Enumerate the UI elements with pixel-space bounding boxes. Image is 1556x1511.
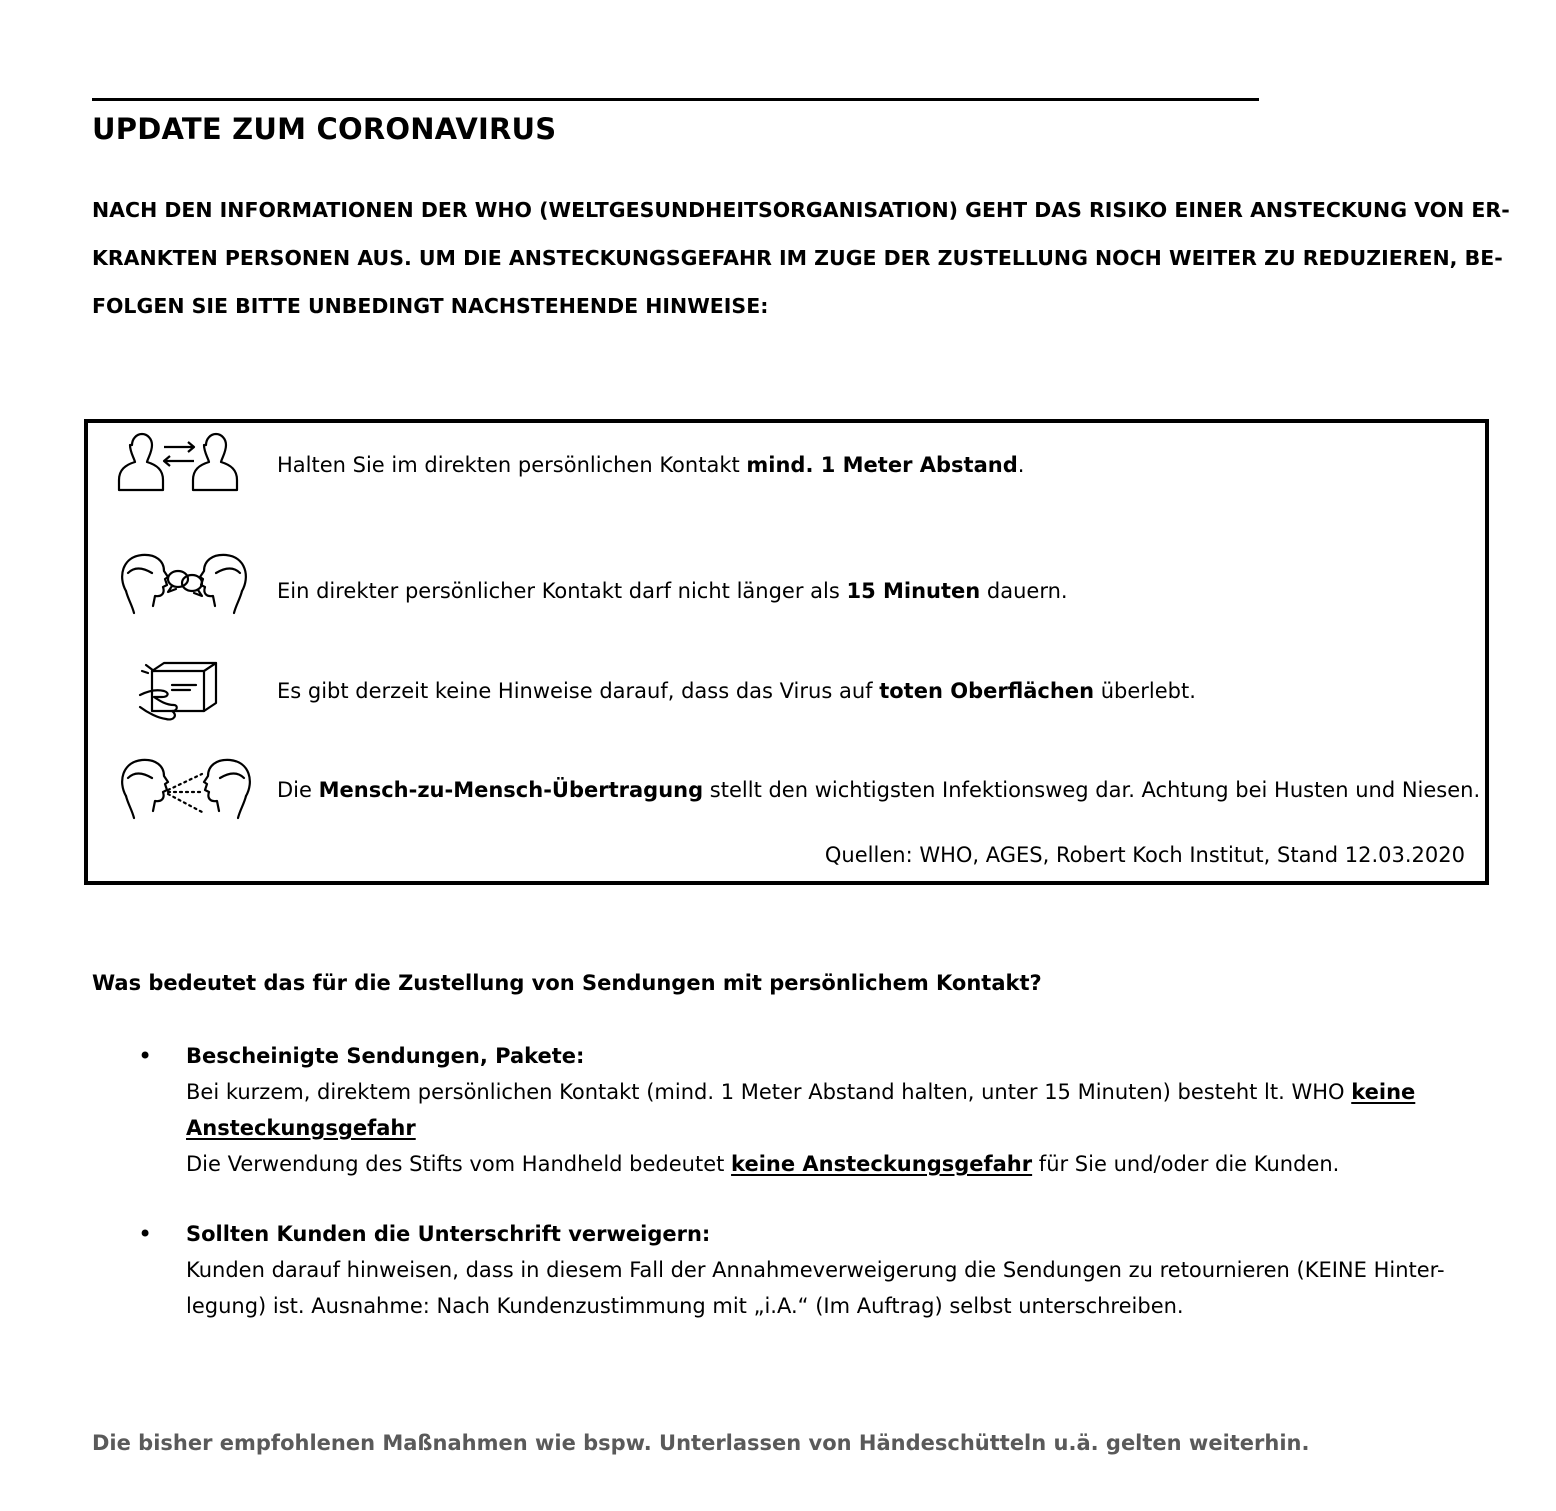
hint-text: Es gibt derzeit keine Hinweise darauf, dass das Virus auf toten Oberflächen überlebt. xyxy=(277,679,1196,703)
intro-line: KRANKTEN PERSONEN AUS. UM DIE ANSTECKUNGSGEFAHR IM ZUGE DER ZUSTELLUNG NOCH WEITER ZU REDUZIEREN, BE- xyxy=(92,246,1503,270)
sources-note: Quellen: WHO, AGES, Robert Koch Institut, Stand 12.03.2020 xyxy=(824,843,1465,867)
intro-line: NACH DEN INFORMATIONEN DER WHO (WELTGESUNDHEITSORGANISATION) GEHT DAS RISIKO EINER ANSTECKUNG VON ER- xyxy=(92,198,1510,222)
footer-note: Die bisher empfohlenen Maßnahmen wie bspw. Unterlassen von Händeschütteln u.ä. gelten weiterhin. xyxy=(92,1431,1310,1455)
hint-text: Ein direkter persönlicher Kontakt darf nicht länger als 15 Minuten dauern. xyxy=(277,579,1068,603)
list-item-heading: Bescheinigte Sendungen, Pakete: xyxy=(186,1044,585,1068)
bullet-icon: • xyxy=(138,1220,153,1248)
list-item-text: Die Verwendung des Stifts vom Handheld bedeutet keine Ansteckungsgefahr für Sie und/oder die Kunden. xyxy=(186,1152,1340,1176)
list-item-text: Bei kurzem, direktem persönlichen Kontakt (mind. 1 Meter Abstand halten, unter 15 Minuten) besteht lt. WHO keine xyxy=(186,1080,1416,1104)
intro-paragraph xyxy=(92,186,1510,330)
parcel-hand-icon xyxy=(138,659,220,725)
list-item-heading: Sollten Kunden die Unterschrift verweigern: xyxy=(186,1222,711,1246)
list-item-emphasis: Ansteckungsgefahr xyxy=(186,1116,416,1140)
list-item xyxy=(92,1216,1482,1324)
conversation-icon xyxy=(116,551,252,617)
distance-icon xyxy=(116,431,244,493)
list-item-text: Kunden darauf hinweisen, dass in diesem Fall der Annahmeverweigerung die Sendungen zu retournieren (KEINE Hinter- xyxy=(186,1258,1445,1282)
list-item-text: legung) ist. Ausnahme: Nach Kundenzustimmung mit „i.A.“ (Im Auftrag) selbst unterschreiben. xyxy=(186,1294,1184,1318)
bullet-icon: • xyxy=(138,1042,153,1070)
droplet-transmission-icon xyxy=(118,756,254,822)
delivery-rules-list xyxy=(92,1038,1482,1324)
hint-text: Die Mensch-zu-Mensch-Übertragung stellt den wichtigsten Infektionsweg dar. Achtung bei Husten und Niesen. xyxy=(277,778,1481,802)
page-title: UPDATE ZUM CORONAVIRUS xyxy=(92,112,557,146)
section-question: Was bedeutet das für die Zustellung von Sendungen mit persönlichem Kontakt? xyxy=(92,971,1042,995)
hint-text: Halten Sie im direkten persönlichen Kontakt mind. 1 Meter Abstand. xyxy=(277,453,1025,477)
hints-box xyxy=(84,419,1489,885)
top-rule xyxy=(92,98,1259,101)
intro-line: FOLGEN SIE BITTE UNBEDINGT NACHSTEHENDE HINWEISE: xyxy=(92,294,769,318)
list-item xyxy=(92,1038,1482,1182)
